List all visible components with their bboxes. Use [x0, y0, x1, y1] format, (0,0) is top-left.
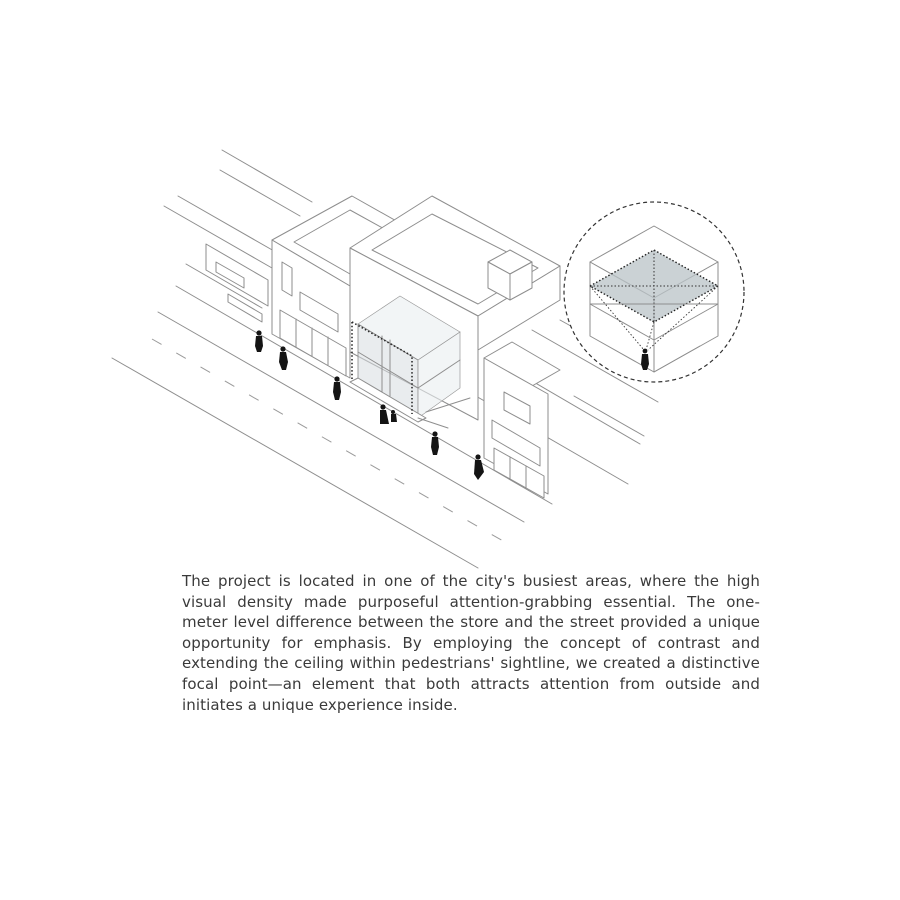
- left-buildings: [206, 244, 268, 322]
- pedestrian-figure: [391, 410, 397, 422]
- description-text: The project is located in one of the city's busiest areas, where the high visual density made purposeful attention-grabbing essential. The one-meter level difference between the store and the street provided a unique opportunity for emphasis. By employing the concept of contrast and extending the ceiling within pedestrians' sightline, we created a distinctive focal point—an element that both attracts attention from outside and initiates a unique experience inside.: [182, 572, 760, 714]
- pedestrian-figure: [380, 404, 389, 424]
- pedestrian-figure: [474, 454, 484, 480]
- right-building: [484, 342, 560, 498]
- description-paragraph: [182, 571, 760, 715]
- pedestrian-figure: [255, 330, 263, 352]
- detail-callout: [564, 202, 744, 382]
- pedestrian-figure: [333, 376, 341, 400]
